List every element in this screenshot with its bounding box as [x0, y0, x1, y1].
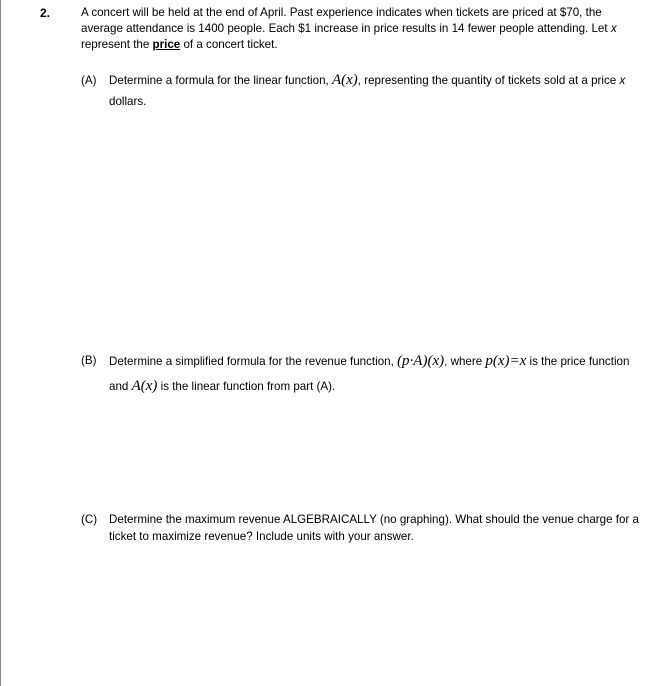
part-c-body: Determine the maximum revenue ALGEBRAICALLY (no graphing). What should the venue charge for a ticket to maximize revenue? Include units with your answer.	[109, 513, 639, 543]
part-a-text-1: Determine a formula for the linear function,	[109, 74, 332, 87]
part-a-variable: x	[619, 74, 626, 87]
stem-text-3: of a concert ticket.	[180, 38, 278, 51]
part-c	[81, 511, 646, 545]
part-b-body	[109, 349, 646, 399]
part-a-function: A(x)	[331, 72, 358, 88]
page-left-border	[0, 0, 1, 686]
stem-text-1: A concert will be held at the end of April. Past experience indicates when tickets are priced at $70, the average attendance is 1400 people. Each $1 increase in price results in 14 fewer people attending. Let	[81, 6, 611, 35]
part-b-linear-function: A(x)	[131, 378, 158, 394]
part-a-text-2: , representing the quantity of tickets sold at a price	[357, 74, 620, 87]
part-b-revenue-function: (p·A)(x)	[397, 353, 445, 369]
part-a	[81, 70, 646, 112]
part-b-price-function: p(x)=x	[485, 353, 527, 369]
part-b-text-2: , where	[444, 355, 486, 368]
part-a-body	[109, 70, 646, 112]
part-b	[81, 349, 646, 399]
part-a-label: (A)	[81, 74, 97, 87]
part-b-label: (B)	[81, 354, 97, 367]
part-b-text-4: is the linear function from part (A).	[157, 380, 336, 393]
stem-price-emphasis: price	[152, 38, 181, 51]
part-a-text-3: dollars.	[109, 95, 147, 108]
question-number: 2.	[40, 6, 51, 20]
part-b-text-1: Determine a simplified formula for the revenue function,	[109, 355, 398, 368]
question-stem	[81, 5, 646, 53]
stem-variable-x: x	[610, 22, 617, 35]
stem-text-2: represent the	[81, 38, 153, 51]
part-c-label: (C)	[81, 513, 98, 526]
part-b-text-3: is the price function and	[109, 355, 630, 393]
